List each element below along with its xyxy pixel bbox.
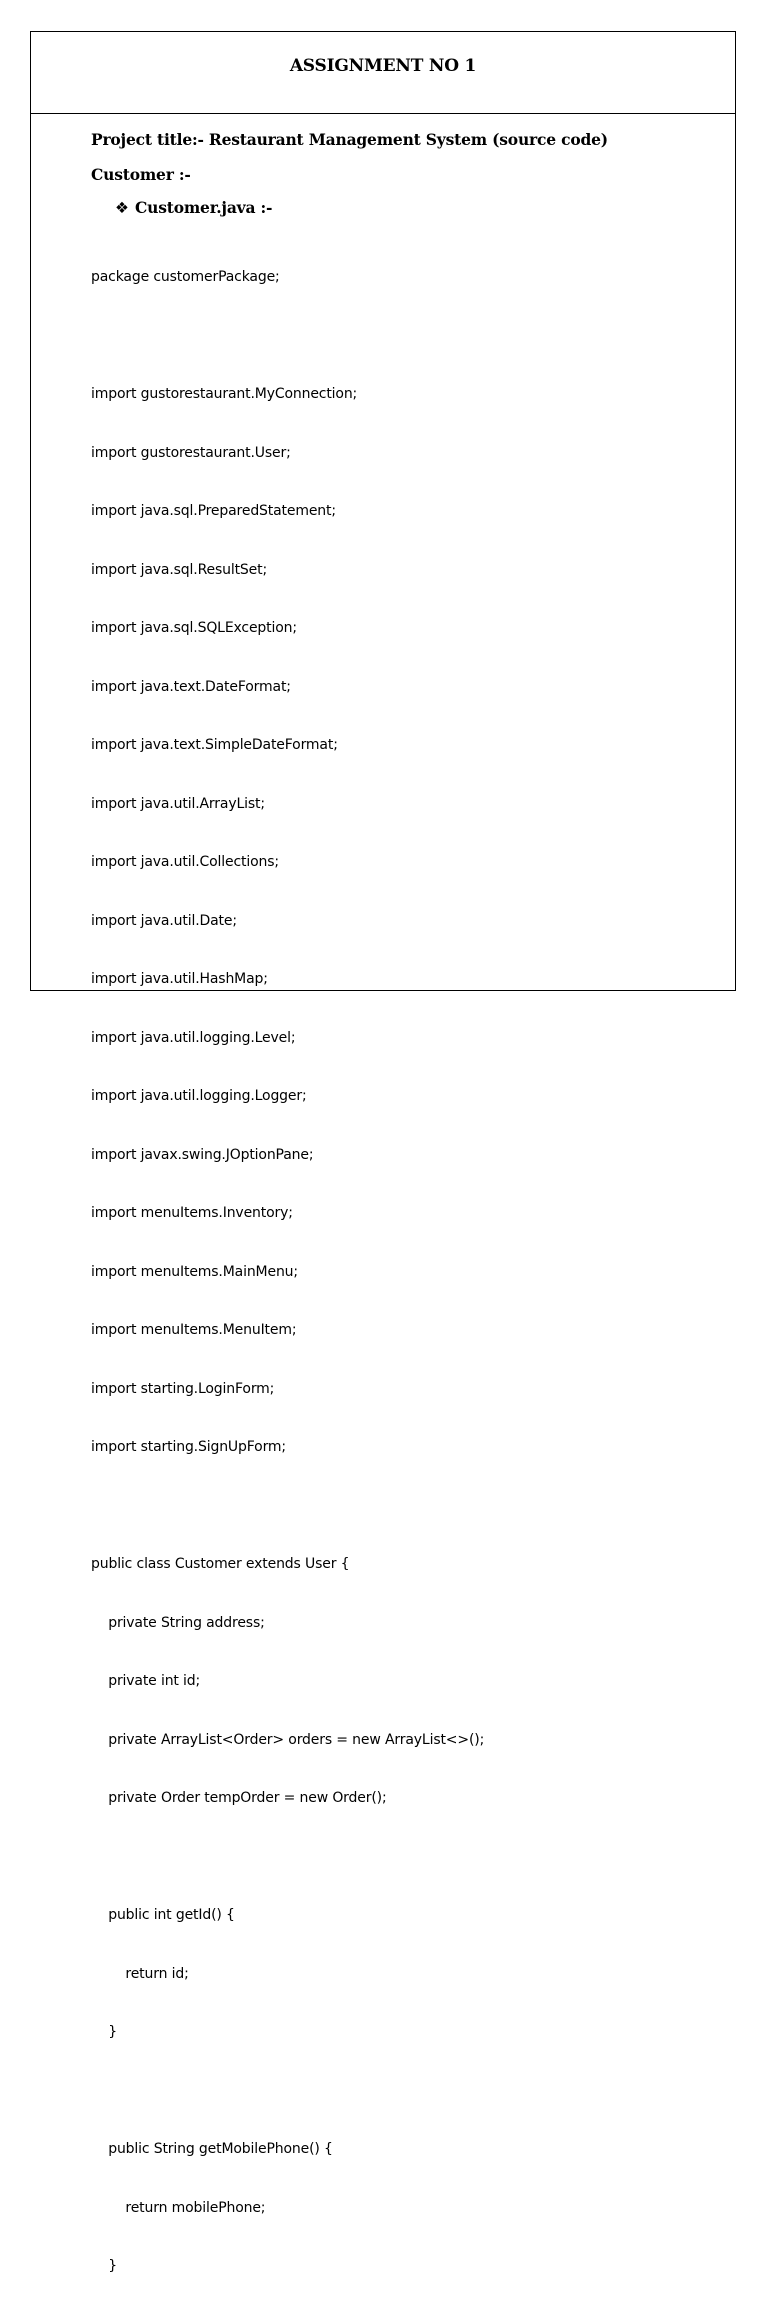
file-heading bbox=[115, 198, 272, 217]
code-line: import gustorestaurant.User; bbox=[91, 444, 291, 461]
code-line: private Order tempOrder = new Order(); bbox=[91, 1790, 387, 1806]
code-line: } bbox=[91, 2024, 117, 2040]
code-line: public String getMobilePhone() { bbox=[91, 2141, 333, 2157]
code-line: return mobilePhone; bbox=[91, 2199, 266, 2216]
code-line: import menuItems.Inventory; bbox=[91, 1205, 293, 1221]
code-line: import java.text.SimpleDateFormat; bbox=[91, 737, 338, 753]
code-line bbox=[91, 327, 484, 347]
page-frame bbox=[30, 31, 736, 2274]
code-line: import gustorestaurant.MyConnection; bbox=[91, 386, 358, 402]
diamond-bullet-icon: ❖ bbox=[115, 199, 129, 217]
code-line bbox=[91, 1848, 484, 1868]
code-line: import java.util.logging.Logger; bbox=[91, 1088, 307, 1104]
code-line: package customerPackage; bbox=[91, 269, 280, 285]
code-line: import javax.swing.JOptionPane; bbox=[91, 1146, 314, 1163]
code-line: import java.util.ArrayList; bbox=[91, 795, 265, 812]
project-title: Project title:- Restaurant Management System (source code) bbox=[91, 130, 608, 149]
section-heading-customer: Customer :- bbox=[91, 165, 191, 184]
code-line: } bbox=[91, 2258, 117, 2274]
document-title: ASSIGNMENT NO 1 bbox=[289, 56, 477, 76]
code-line: private ArrayList<Order> orders = new ArrayList<>(); bbox=[91, 1731, 485, 1748]
code-line: import starting.SignUpForm; bbox=[91, 1439, 286, 1455]
code-line: import java.sql.SQLException; bbox=[91, 620, 297, 636]
code-line: import java.util.Collections; bbox=[91, 854, 279, 870]
code-line: public class Customer extends User { bbox=[91, 1556, 350, 1572]
code-line: public int getId() { bbox=[91, 1907, 235, 1923]
code-line: private int id; bbox=[91, 1673, 201, 1689]
code-line: import java.sql.PreparedStatement; bbox=[91, 503, 336, 519]
code-line: import java.text.DateFormat; bbox=[91, 678, 291, 695]
code-line: import java.sql.ResultSet; bbox=[91, 561, 268, 578]
file-heading-label: Customer.java :- bbox=[135, 198, 273, 217]
code-line: import java.util.HashMap; bbox=[91, 971, 268, 987]
code-line: import menuItems.MenuItem; bbox=[91, 1322, 297, 1338]
code-block bbox=[91, 229, 484, 2316]
code-line: import starting.LoginForm; bbox=[91, 1380, 275, 1397]
code-line bbox=[91, 2082, 484, 2102]
code-line: return id; bbox=[91, 1965, 189, 1982]
header-divider bbox=[31, 113, 735, 114]
code-line: private String address; bbox=[91, 1614, 265, 1631]
code-line: import java.util.Date; bbox=[91, 912, 237, 929]
code-line bbox=[91, 1497, 484, 1517]
code-line: import menuItems.MainMenu; bbox=[91, 1263, 298, 1280]
code-line: import java.util.logging.Level; bbox=[91, 1029, 296, 1046]
